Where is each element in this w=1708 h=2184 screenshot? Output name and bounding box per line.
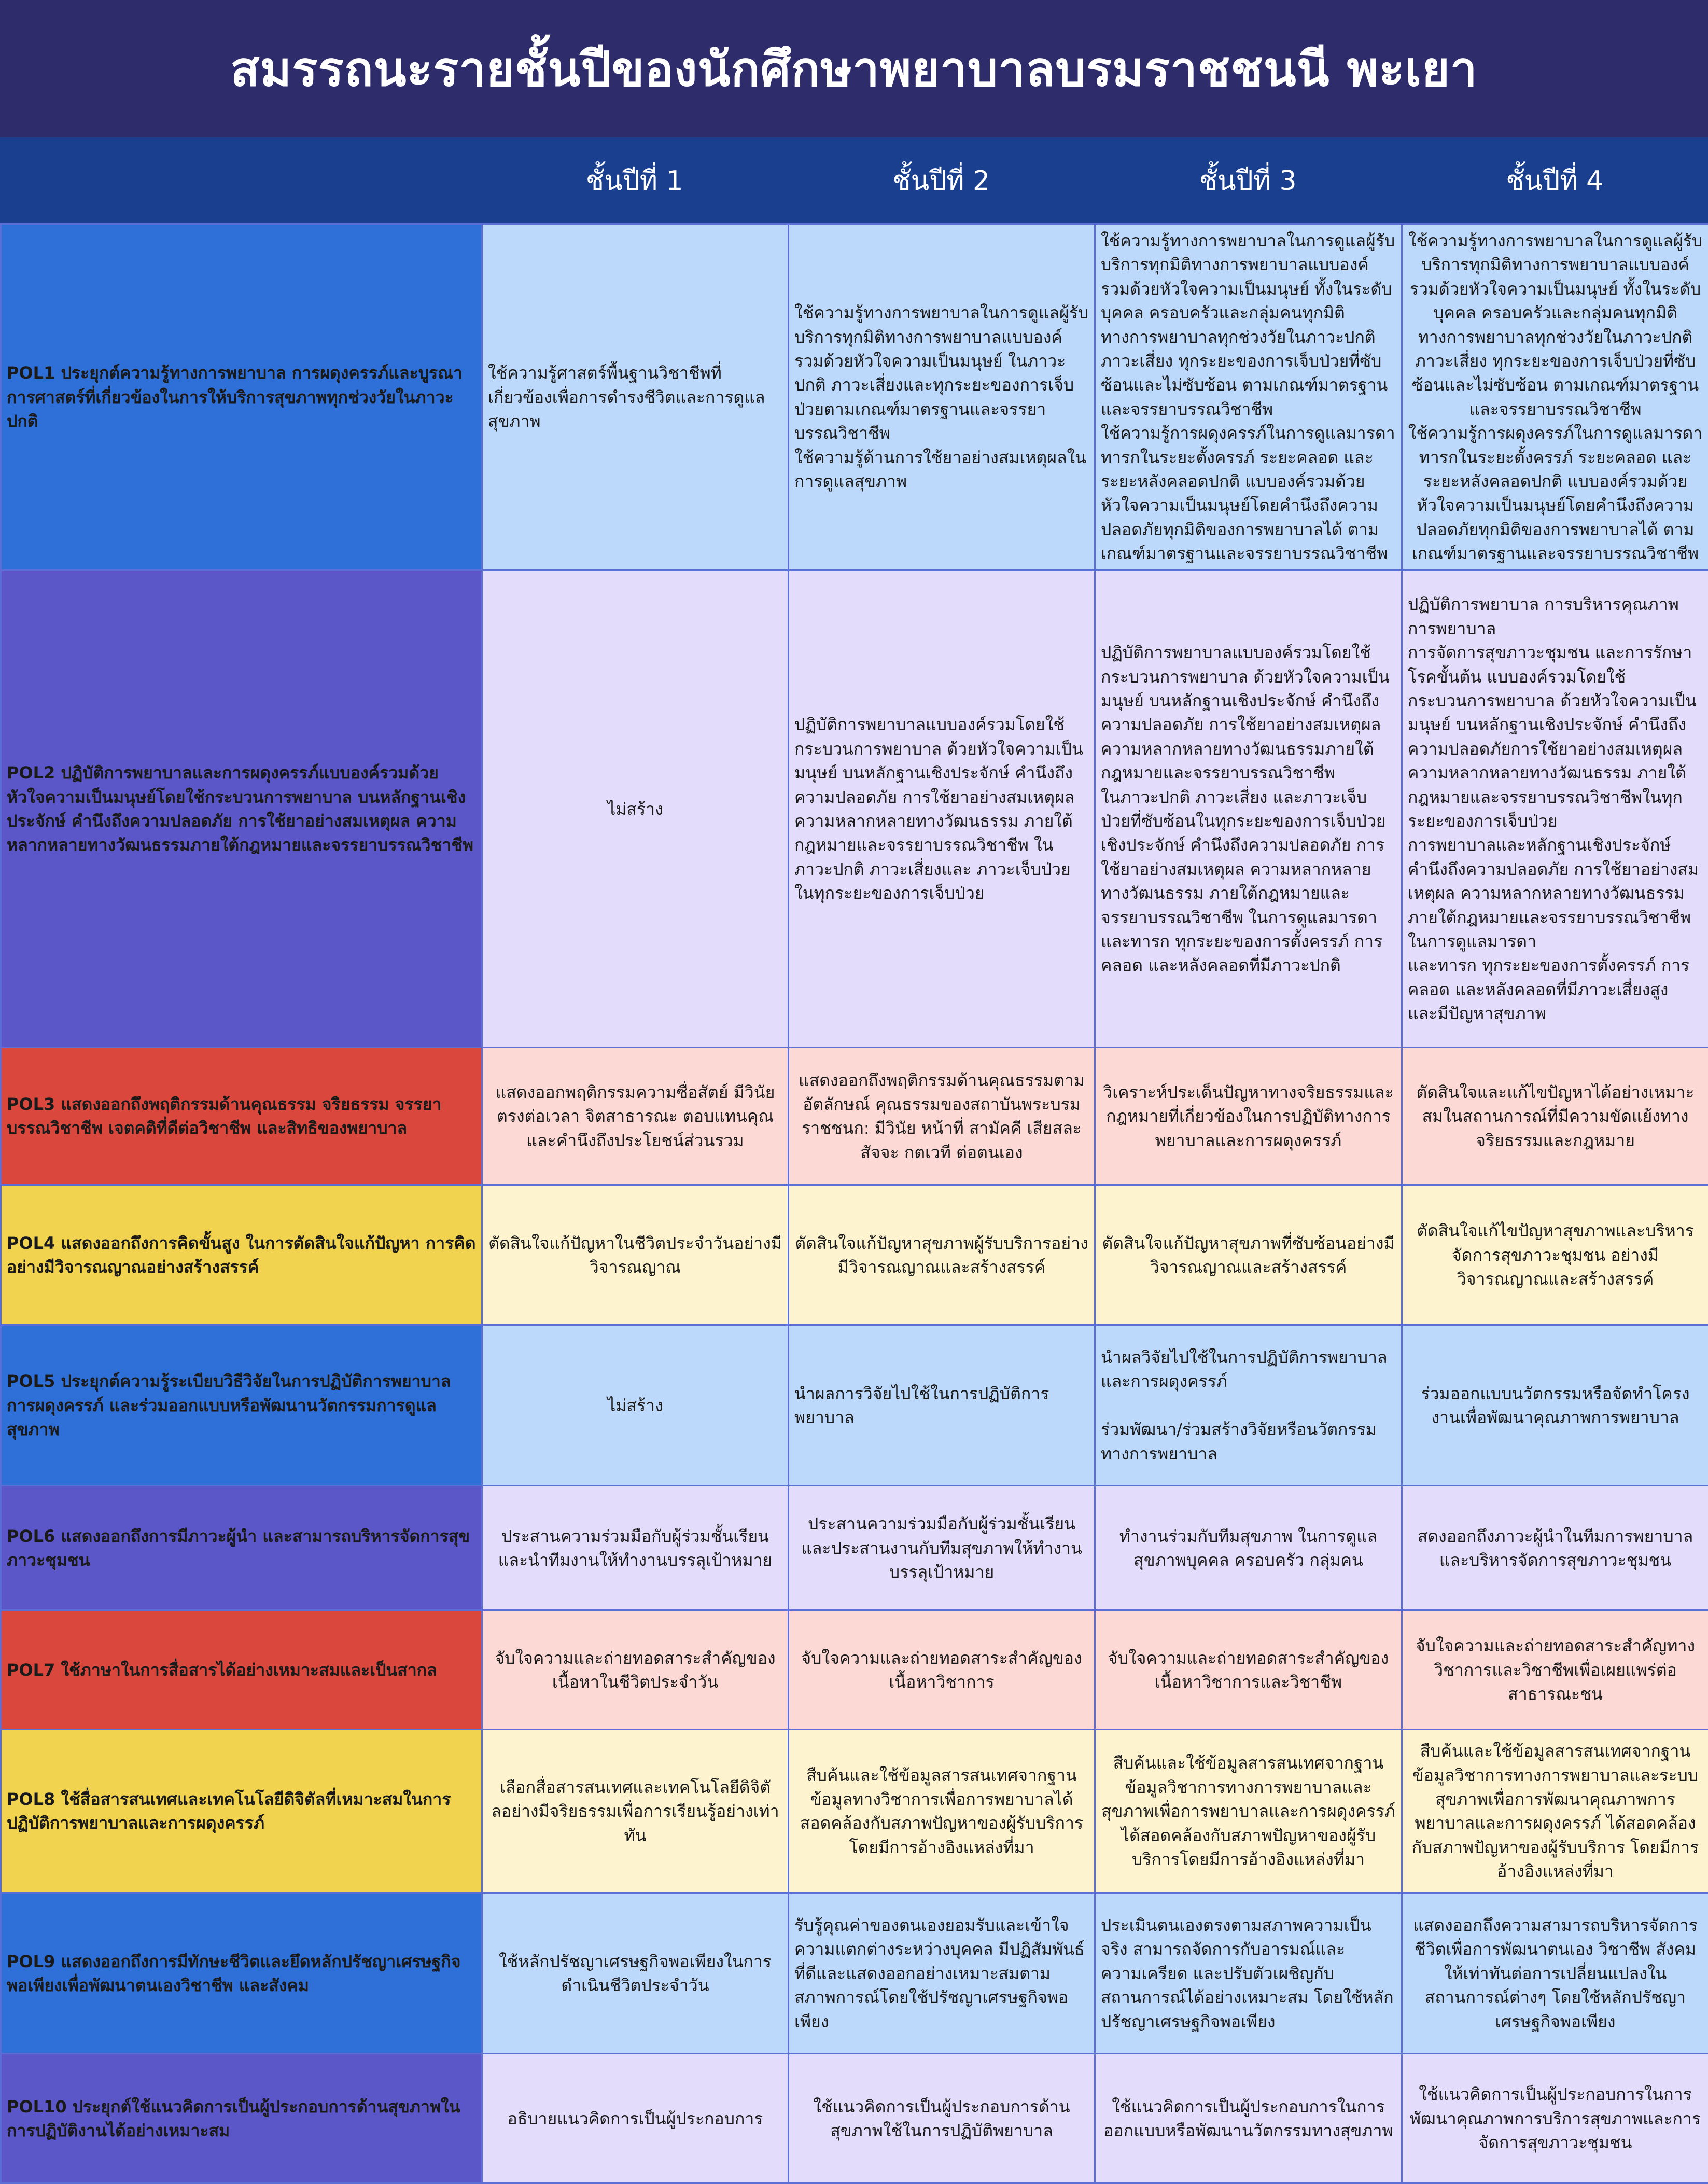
pol10-year-4-cell: ใช้แนวคิดการเป็นผู้ประกอบการในการพัฒนาคุณภาพการบริการสุขภาพและการจัดการสุขภาวะชุมชน <box>1402 2054 1708 2183</box>
competency-row-pol5 <box>1 1325 1708 1486</box>
competency-row-pol3 <box>1 1048 1708 1185</box>
pol9-year-1-cell: ใช้หลักปรัชญาเศรษฐกิจพอเพียงในการดำเนินชีวิตประจำวัน <box>482 1893 789 2054</box>
year-header-row <box>0 137 1708 223</box>
pol10-label: POL10 ประยุกต์ใช้แนวคิดการเป็นผู้ประกอบการด้านสุขภาพในการปฏิบัติงานได้อย่างเหมาะสม <box>1 2054 482 2183</box>
pol8-year-3-cell: สืบค้นและใช้ข้อมูลสารสนเทศจากฐานข้อมูลวิชาการทางการพยาบาลและสุขภาพเพื่อการพยาบาลและการผดุงครรภ์ ได้สอดคล้องกับสภาพปัญหาของผู้รับบริการโดยมีการอ้างอิงแหล่งที่มา <box>1095 1730 1402 1893</box>
pol8-label: POL8 ใช้สื่อสารสนเทศและเทคโนโลยีดิจิตัลที่เหมาะสมในการปฏิบัติการพยาบาลและการผดุงครรภ์ <box>1 1730 482 1893</box>
competency-table <box>0 223 1708 2184</box>
pol2-year-4-cell: ปฏิบัติการพยาบาล การบริหารคุณภาพการพยาบาล การจัดการสุขภาวะชุมชน และการรักษาโรคขั้นต้น แบบองค์รวมโดยใช้กระบวนการพยาบาล ด้วยหัวใจความเป็นมนุษย์ บนหลักฐานเชิงประจักษ์ คำนึงถึงความปลอดภัยการใช้ยาอย่างสมเหตุผล ความหลากหลายทางวัฒนธรรม ภายใต้ กฎหมายและจรรยาบรรณวิชาชีพในทุกระยะของการเจ็บป่วย การพยาบาลและหลักฐานเชิงประจักษ์คำนึงถึงความปลอดภัย การใช้ยาอย่างสมเหตุผล ความหลากหลายทางวัฒนธรรม ภายใต้กฎหมายและจรรยาบรรณวิชาชีพ ในการดูแลมารดา และทารก ทุกระยะของการตั้งครรภ์ การคลอด และหลังคลอดที่มีภาวะเสี่ยงสูง และมีปัญหาสุขภาพ <box>1402 571 1708 1048</box>
header-year-1: ชั้นปีที่ 1 <box>481 137 788 223</box>
competency-row-pol4 <box>1 1185 1708 1325</box>
competency-row-pol1 <box>1 224 1708 571</box>
pol3-year-4-cell: ตัดสินใจและแก้ไขปัญหาได้อย่างเหมาะสมในสถานการณ์ที่มีความขัดแย้งทางจริยธรรมและกฎหมาย <box>1402 1048 1708 1185</box>
pol5-year-4-cell: ร่วมออกแบบนวัตกรรมหรือจัดทำโครงงานเพื่อพัฒนาคุณภาพการพยาบาล <box>1402 1325 1708 1486</box>
pol4-year-4-cell: ตัดสินใจแก้ไขปัญหาสุขภาพและบริหารจัดการสุขภาวะชุมชน อย่างมีวิจารณญาณและสร้างสรรค์ <box>1402 1185 1708 1325</box>
header-year-2: ชั้นปีที่ 2 <box>788 137 1095 223</box>
competency-row-pol7 <box>1 1610 1708 1730</box>
pol7-year-3-cell: จับใจความและถ่ายทอดสาระสำคัญของเนื้อหาวิชาการและวิชาชีพ <box>1095 1610 1402 1730</box>
pol4-year-1-cell: ตัดสินใจแก้ปัญหาในชีวิตประจำวันอย่างมีวิจารณญาณ <box>482 1185 789 1325</box>
pol9-label: POL9 แสดงออกถึงการมีทักษะชีวิตและยึดหลักปรัชญาเศรษฐกิจพอเพียงเพื่อพัฒนาตนเองวิชาชีพ และสังคม <box>1 1893 482 2054</box>
pol1-year-2-cell: ใช้ความรู้ทางการพยาบาลในการดูแลผู้รับบริการทุกมิติทางการพยาบาลแบบองค์รวมด้วยหัวใจความเป็นมนุษย์ ในภาวะปกติ ภาวะเสี่ยงและทุกระยะของการเจ็บป่วยตามเกณฑ์มาตรฐานและจรรยาบรรณวิชาชีพ ใช้ความรู้ด้านการใช้ยาอย่างสมเหตุผลในการดูแลสุขภาพ <box>789 224 1095 571</box>
pol4-year-3-cell: ตัดสินใจแก้ปัญหาสุขภาพที่ซับซ้อนอย่างมีวิจารณญาณและสร้างสรรค์ <box>1095 1185 1402 1325</box>
pol2-label: POL2 ปฏิบัติการพยาบาลและการผดุงครรภ์แบบองค์รวมด้วยหัวใจความเป็นมนุษย์โดยใช้กระบวนการพยาบาล บนหลักฐานเชิงประจักษ์ คำนึงถึงความปลอดภัย การใช้ยาอย่างสมเหตุผล ความหลากหลายทางวัฒนธรรมภายใต้กฎหมายและจรรยาบรรณวิชาชีพ <box>1 571 482 1048</box>
header-year-4: ชั้นปีที่ 4 <box>1402 137 1708 223</box>
pol6-label: POL6 แสดงออกถึงการมีภาวะผู้นำ และสามารถบริหารจัดการสุขภาวะชุมชน <box>1 1486 482 1610</box>
competency-row-pol10 <box>1 2054 1708 2183</box>
pol2-year-1-cell: ไม่สร้าง <box>482 571 789 1048</box>
pol9-year-2-cell: รับรู้คุณค่าของตนเองยอมรับและเข้าใจความแตกต่างระหว่างบุคคล มีปฏิสัมพันธ์ที่ดีและแสดงออกอย่างเหมาะสมตามสภาพการณ์โดยใช้ปรัชญาเศรษฐกิจพอเพียง <box>789 1893 1095 2054</box>
pol5-year-1-cell: ไม่สร้าง <box>482 1325 789 1486</box>
pol9-year-3-cell: ประเมินตนเองตรงตามสภาพความเป็นจริง สามารถจัดการกับอารมณ์และความเครียด และปรับตัวเผชิญกับสถานการณ์ได้อย่างเหมาะสม โดยใช้หลักปรัชญาเศรษฐกิจพอเพียง <box>1095 1893 1402 2054</box>
pol7-year-4-cell: จับใจความและถ่ายทอดสาระสำคัญทางวิชาการและวิชาชีพเพื่อเผยแพร่ต่อสาธารณะชน <box>1402 1610 1708 1730</box>
pol4-year-2-cell: ตัดสินใจแก้ปัญหาสุขภาพผู้รับบริการอย่างมีวิจารณญาณและสร้างสรรค์ <box>789 1185 1095 1325</box>
pol1-year-1-cell: ใช้ความรู้ศาสตร์พื้นฐานวิชาชีพที่เกี่ยวข้องเพื่อการดำรงชีวิตและการดูแลสุขภาพ <box>482 224 789 571</box>
pol9-year-4-cell: แสดงออกถึงความสามารถบริหารจัดการชีวิตเพื่อการพัฒนาตนเอง วิชาชีพ สังคม ให้เท่าทันต่อการเปลี่ยนแปลงในสถานการณ์ต่างๆ โดยใช้หลักปรัชญาเศรษฐกิจพอเพียง <box>1402 1893 1708 2054</box>
page-title: สมรรถนะรายชั้นปีของนักศึกษาพยาบาลบรมราชชนนี พะเยา <box>230 31 1477 107</box>
competency-row-pol6 <box>1 1486 1708 1610</box>
pol8-year-1-cell: เลือกสื่อสารสนเทศและเทคโนโลยีดิจิตัลอย่างมีจริยธรรมเพื่อการเรียนรู้อย่างเท่าทัน <box>482 1730 789 1893</box>
pol2-year-3-cell: ปฏิบัติการพยาบาลแบบองค์รวมโดยใช้กระบวนการพยาบาล ด้วยหัวใจความเป็นมนุษย์ บนหลักฐานเชิงประจักษ์ คำนึงถึงความปลอดภัย การใช้ยาอย่างสมเหตุผล ความหลากหลายทางวัฒนธรรมภายใต้กฎหมายและจรรยาบรรณวิชาชีพ ในภาวะปกติ ภาวะเสี่ยง และภาวะเจ็บป่วยที่ซับซ้อนในทุกระยะของการเจ็บป่วยเชิงประจักษ์ คำนึงถึงความปลอดภัย การใช้ยาอย่างสมเหตุผล ความหลากหลายทางวัฒนธรรม ภายใต้กฎหมายและจรรยาบรรณวิชาชีพ ในการดูแลมารดาและทารก ทุกระยะของการตั้งครรภ์ การคลอด และหลังคลอดที่มีภาวะปกติ <box>1095 571 1402 1048</box>
pol10-year-1-cell: อธิบายแนวคิดการเป็นผู้ประกอบการ <box>482 2054 789 2183</box>
pol5-year-3-cell: นำผลวิจัยไปใช้ในการปฏิบัติการพยาบาลและการผดุงครรภ์ ร่วมพัฒนา/ร่วมสร้างวิจัยหรือนวัตกรรมทางการพยาบาล <box>1095 1325 1402 1486</box>
pol3-year-3-cell: วิเคราะห์ประเด็นปัญหาทางจริยธรรมและกฎหมายที่เกี่ยวข้องในการปฏิบัติทางการพยาบาลและการผดุงครรภ์ <box>1095 1048 1402 1185</box>
pol4-label: POL4 แสดงออกถึงการคิดขั้นสูง ในการตัดสินใจแก้ปัญหา การคิดอย่างมีวิจารณญาณอย่างสร้างสรรค์ <box>1 1185 482 1325</box>
competency-row-pol8 <box>1 1730 1708 1893</box>
pol1-label: POL1 ประยุกต์ความรู้ทางการพยาบาล การผดุงครรภ์และบูรณาการศาสตร์ที่เกี่ยวข้องในการให้บริการสุขภาพทุกช่วงวัยในภาวะปกติ <box>1 224 482 571</box>
pol3-label: POL3 แสดงออกถึงพฤติกรรมด้านคุณธรรม จริยธรรม จรรยาบรรณวิชาชีพ เจตคติที่ดีต่อวิชาชีพ และสิทธิของพยาบาล <box>1 1048 482 1185</box>
pol2-year-2-cell: ปฏิบัติการพยาบาลแบบองค์รวมโดยใช้กระบวนการพยาบาล ด้วยหัวใจความเป็นมนุษย์ บนหลักฐานเชิงประจักษ์ คำนึงถึงความปลอดภัย การใช้ยาอย่างสมเหตุผล ความหลากหลายทางวัฒนธรรม ภายใต้กฎหมายและจรรยาบรรณวิชาชีพ ในภาวะปกติ ภาวะเสี่ยงและ ภาวะเจ็บป่วย ในทุกระยะของการเจ็บป่วย <box>789 571 1095 1048</box>
pol3-year-1-cell: แสดงออกพฤติกรรมความซื่อสัตย์ มีวินัย ตรงต่อเวลา จิตสาธารณะ ตอบแทนคุณ และคำนึงถึงประโยชน์ส่วนรวม <box>482 1048 789 1185</box>
pol3-year-2-cell: แสดงออกถึงพฤติกรรมด้านคุณธรรมตามอัตลักษณ์ คุณธรรมของสถาบันพระบรมราชชนก: มีวินัย หน้าที่ สามัคคี เสียสละ สัจจะ กตเวที ต่อตนเอง <box>789 1048 1095 1185</box>
pol8-year-2-cell: สืบค้นและใช้ข้อมูลสารสนเทศจากฐานข้อมูลทางวิชาการเพื่อการพยาบาลได้สอดคล้องกับสภาพปัญหาของผู้รับบริการโดยมีการอ้างอิงแหล่งที่มา <box>789 1730 1095 1893</box>
header-blank <box>0 137 481 223</box>
pol5-label: POL5 ประยุกต์ความรู้ระเบียบวิธีวิจัยในการปฏิบัติการพยาบาล การผดุงครรภ์ และร่วมออกแบบหรือพัฒนานวัตกรรมการดูแลสุขภาพ <box>1 1325 482 1486</box>
pol1-year-4-cell: ใช้ความรู้ทางการพยาบาลในการดูแลผู้รับบริการทุกมิติทางการพยาบาลแบบองค์รวมด้วยหัวใจความเป็นมนุษย์ ทั้งในระดับบุคคล ครอบครัวและกลุ่มคนทุกมิติทางการพยาบาลทุกช่วงวัยในภาวะปกติ ภาวะเสี่ยง ทุกระยะของการเจ็บป่วยที่ซับซ้อนและไม่ซับซ้อน ตามเกณฑ์มาตรฐานและจรรยาบรรณวิชาชีพ ใช้ความรู้การผดุงครรภ์ในการดูแลมารดา ทารกในระยะตั้งครรภ์ ระยะคลอด และระยะหลังคลอดปกติ แบบองค์รวมด้วยหัวใจความเป็นมนุษย์โดยคำนึงถึงความปลอดภัยทุกมิติของการพยาบาลได้ ตามเกณฑ์มาตรฐานและจรรยาบรรณวิชาชีพ <box>1402 224 1708 571</box>
title-bar <box>0 0 1708 137</box>
pol10-year-2-cell: ใช้แนวคิดการเป็นผู้ประกอบการด้านสุขภาพใช้ในการปฏิบัติพยาบาล <box>789 2054 1095 2183</box>
competency-row-pol9 <box>1 1893 1708 2054</box>
pol10-year-3-cell: ใช้แนวคิดการเป็นผู้ประกอบการในการออกแบบหรือพัฒนานวัตกรรมทางสุขภาพ <box>1095 2054 1402 2183</box>
pol6-year-2-cell: ประสานความร่วมมือกับผู้ร่วมชั้นเรียนและประสานงานกับทีมสุขภาพให้ทำงานบรรลุเป้าหมาย <box>789 1486 1095 1610</box>
pol1-year-3-cell: ใช้ความรู้ทางการพยาบาลในการดูแลผู้รับบริการทุกมิติทางการพยาบาลแบบองค์รวมด้วยหัวใจความเป็นมนุษย์ ทั้งในระดับบุคคล ครอบครัวและกลุ่มคนทุกมิติทางการพยาบาลทุกช่วงวัยในภาวะปกติ ภาวะเสี่ยง ทุกระยะของการเจ็บป่วยที่ซับซ้อนและไม่ซับซ้อน ตามเกณฑ์มาตรฐานและจรรยาบรรณวิชาชีพ ใช้ความรู้การผดุงครรภ์ในการดูแลมารดา ทารกในระยะตั้งครรภ์ ระยะคลอด และระยะหลังคลอดปกติ แบบองค์รวมด้วยหัวใจความเป็นมนุษย์โดยคำนึงถึงความปลอดภัยทุกมิติของการพยาบาลได้ ตามเกณฑ์มาตรฐานและจรรยาบรรณวิชาชีพ <box>1095 224 1402 571</box>
pol7-year-1-cell: จับใจความและถ่ายทอดสาระสำคัญของเนื้อหาในชีวิตประจำวัน <box>482 1610 789 1730</box>
pol5-year-2-cell: นำผลการวิจัยไปใช้ในการปฏิบัติการพยาบาล <box>789 1325 1095 1486</box>
pol8-year-4-cell: สืบค้นและใช้ข้อมูลสารสนเทศจากฐานข้อมูลวิชาการทางการพยาบาลและระบบสุขภาพเพื่อการพัฒนาคุณภาพการพยาบาลและการผดุงครรภ์ ได้สอดคล้องกับสภาพปัญหาของผู้รับบริการ โดยมีการอ้างอิงแหล่งที่มา <box>1402 1730 1708 1893</box>
pol6-year-4-cell: สดงออกถึงภาวะผู้นำในทีมการพยาบาลและบริหารจัดการสุขภาวะชุมชน <box>1402 1486 1708 1610</box>
pol6-year-1-cell: ประสานความร่วมมือกับผู้ร่วมชั้นเรียนและนำทีมงานให้ทำงานบรรลุเป้าหมาย <box>482 1486 789 1610</box>
competency-row-pol2 <box>1 571 1708 1048</box>
pol6-year-3-cell: ทำงานร่วมกับทีมสุขภาพ ในการดูแลสุขภาพบุคคล ครอบครัว กลุ่มคน <box>1095 1486 1402 1610</box>
header-year-3: ชั้นปีที่ 3 <box>1095 137 1402 223</box>
pol7-year-2-cell: จับใจความและถ่ายทอดสาระสำคัญของเนื้อหาวิชาการ <box>789 1610 1095 1730</box>
pol7-label: POL7 ใช้ภาษาในการสื่อสารได้อย่างเหมาะสมและเป็นสากล <box>1 1610 482 1730</box>
